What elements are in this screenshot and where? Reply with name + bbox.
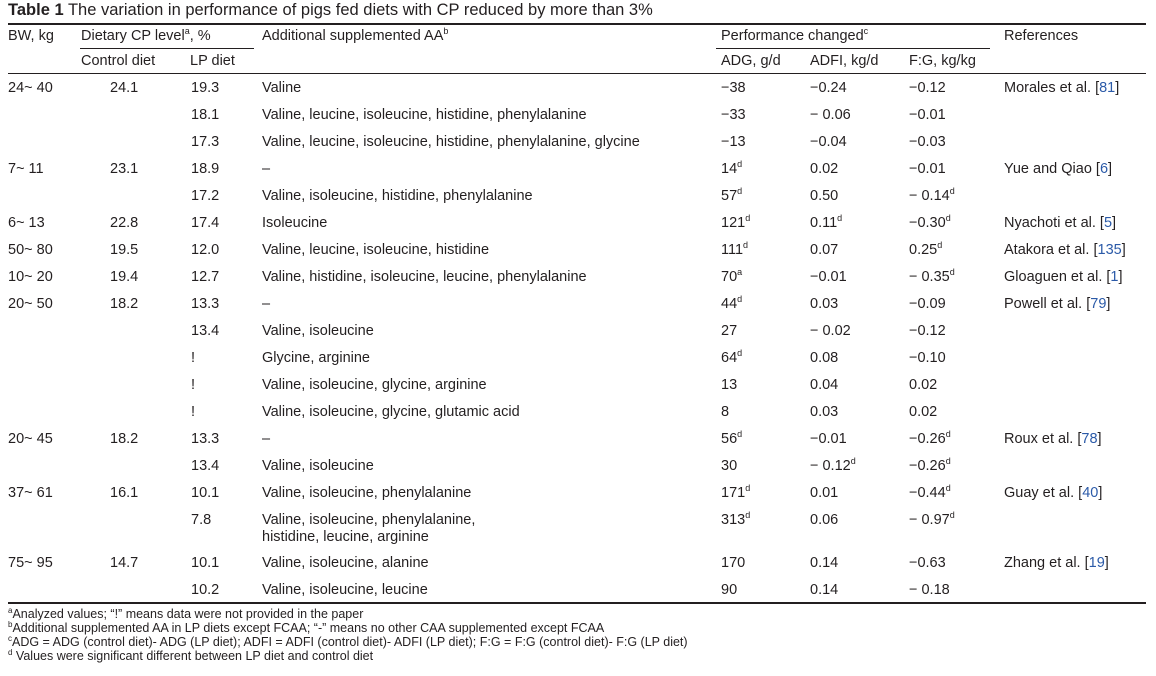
reference-link[interactable]: 5 bbox=[1103, 215, 1113, 231]
cell-fg: 0.02 bbox=[909, 377, 938, 393]
cell-lp-diet: 12.0 bbox=[191, 242, 220, 258]
cell-bw: 6~ 13 bbox=[8, 215, 45, 231]
cell-adg: 56$^d$ bbox=[721, 429, 743, 447]
cell-supplemented-aa: Valine, isoleucine, phenylalanine, bbox=[262, 512, 476, 528]
cell-reference: Yue and Qiao [6] bbox=[1004, 161, 1113, 177]
cell-adfi: 0.08 bbox=[810, 350, 839, 366]
cell-lp-diet: 13.3 bbox=[191, 431, 220, 447]
cell-fg: −0.30$^d$ bbox=[909, 213, 951, 231]
cell-lp-diet: 10.2 bbox=[191, 582, 220, 598]
cell-fg: −0.09 bbox=[909, 296, 946, 312]
cell-fg: −0.01 bbox=[909, 161, 946, 177]
cell-bw: 10~ 20 bbox=[8, 269, 53, 285]
cell-lp-diet: 10.1 bbox=[191, 555, 220, 571]
bottom-rule bbox=[8, 602, 1146, 604]
header-control-diet: Control diet bbox=[81, 53, 156, 69]
cell-adg: 90 bbox=[721, 582, 738, 598]
cell-fg: −0.63 bbox=[909, 555, 946, 571]
cell-adfi: 0.14 bbox=[810, 555, 839, 571]
cell-adg: −33 bbox=[721, 107, 746, 123]
cell-reference: Zhang et al. [19] bbox=[1004, 555, 1109, 571]
cell-supplemented-aa: Valine, isoleucine, histidine, phenylalanine bbox=[262, 188, 533, 204]
footnote: $^a$Analyzed values; “!” means data were not provided in the paper bbox=[8, 606, 364, 621]
top-rule bbox=[8, 23, 1146, 25]
cell-adg: 13 bbox=[721, 377, 738, 393]
cell-supplemented-aa: Valine, isoleucine, phenylalanine bbox=[262, 485, 472, 501]
header-adg: ADG, g/d bbox=[721, 53, 781, 69]
cell-adg: 171$^d$ bbox=[721, 483, 751, 501]
cell-fg: 0.02 bbox=[909, 404, 938, 420]
header-cp-level: Dietary CP level$^a$, % bbox=[81, 26, 211, 44]
cell-reference: Morales et al. [81] bbox=[1004, 80, 1120, 96]
header-adfi: ADFI, kg/d bbox=[810, 53, 879, 69]
table-label: Table 1 bbox=[8, 1, 64, 19]
cell-fg: − 0.18 bbox=[909, 582, 950, 598]
cell-supplemented-aa: histidine, leucine, arginine bbox=[262, 529, 429, 545]
cell-lp-diet: 18.9 bbox=[191, 161, 220, 177]
cell-adg: −13 bbox=[721, 134, 746, 150]
cell-supplemented-aa: Valine, isoleucine, alanine bbox=[262, 555, 429, 571]
cell-adfi: 0.14 bbox=[810, 582, 839, 598]
cell-supplemented-aa: – bbox=[262, 161, 271, 177]
cell-supplemented-aa: Valine bbox=[262, 80, 302, 96]
cell-adfi: −0.01 bbox=[810, 431, 847, 447]
cell-control-diet: 24.1 bbox=[110, 80, 139, 96]
cell-supplemented-aa: Valine, isoleucine, leucine bbox=[262, 582, 428, 598]
cell-supplemented-aa: Valine, leucine, isoleucine, histidine bbox=[262, 242, 490, 258]
cell-supplemented-aa: Glycine, arginine bbox=[262, 350, 370, 366]
cell-fg: −0.03 bbox=[909, 134, 946, 150]
cell-adfi: 0.02 bbox=[810, 161, 839, 177]
cell-lp-diet: 17.3 bbox=[191, 134, 220, 150]
cell-fg: − 0.35$^d$ bbox=[909, 267, 955, 285]
cell-supplemented-aa: Valine, leucine, isoleucine, histidine, phenylalanine bbox=[262, 107, 587, 123]
cell-supplemented-aa: Valine, histidine, isoleucine, leucine, phenylalanine bbox=[262, 269, 587, 285]
reference-link[interactable]: 40 bbox=[1082, 485, 1099, 501]
cell-adg: 64$^d$ bbox=[721, 348, 743, 366]
cell-bw: 20~ 45 bbox=[8, 431, 53, 447]
cell-adfi: −0.01 bbox=[810, 269, 847, 285]
cell-adg: 70$^a$ bbox=[721, 267, 743, 285]
cell-adfi: 0.07 bbox=[810, 242, 839, 258]
cell-lp-diet: ! bbox=[191, 350, 196, 366]
cell-adfi: 0.06 bbox=[810, 512, 839, 528]
cell-control-diet: 19.5 bbox=[110, 242, 139, 258]
cell-adg: 44$^d$ bbox=[721, 294, 743, 312]
cell-lp-diet: 17.4 bbox=[191, 215, 220, 231]
cell-reference: Nyachoti et al. [5] bbox=[1004, 215, 1117, 231]
cell-supplemented-aa: Valine, isoleucine bbox=[262, 458, 374, 474]
cell-reference: Powell et al. [79] bbox=[1004, 296, 1111, 312]
cell-fg: −0.01 bbox=[909, 107, 946, 123]
cell-control-diet: 23.1 bbox=[110, 161, 139, 177]
cell-bw: 24~ 40 bbox=[8, 80, 53, 96]
cell-adg: 57$^d$ bbox=[721, 186, 743, 204]
reference-link[interactable]: 1 bbox=[1110, 269, 1119, 285]
cell-bw: 75~ 95 bbox=[8, 555, 53, 571]
cell-fg: − 0.97$^d$ bbox=[909, 510, 955, 528]
header-bw: BW, kg bbox=[8, 28, 54, 44]
cell-bw: 20~ 50 bbox=[8, 296, 53, 312]
cell-adfi: −0.24 bbox=[810, 80, 847, 96]
cell-adg: 27 bbox=[721, 323, 738, 339]
cell-adg: 121$^d$ bbox=[721, 213, 751, 231]
footnote: $^c$ADG = ADG (control diet)- ADG (LP diet); ADFI = ADFI (control diet)- ADFI (LP diet); F:G = F:G (control diet)- F:G (LP diet) bbox=[8, 634, 688, 649]
footnote: $^b$Additional supplemented AA in LP diets except FCAA; “-” means no other CAA supplemented except FCAA bbox=[8, 620, 605, 635]
cell-fg: −0.44$^d$ bbox=[909, 483, 951, 501]
cell-fg: −0.10 bbox=[909, 350, 946, 366]
cell-adfi: − 0.12$^d$ bbox=[810, 456, 856, 474]
cell-supplemented-aa: Isoleucine bbox=[262, 215, 328, 231]
cell-control-diet: 18.2 bbox=[110, 431, 139, 447]
cell-control-diet: 19.4 bbox=[110, 269, 139, 285]
cell-reference: Roux et al. [78] bbox=[1004, 431, 1102, 447]
cell-fg: − 0.14$^d$ bbox=[909, 186, 955, 204]
cell-control-diet: 22.8 bbox=[110, 215, 139, 231]
cell-fg: 0.25$^d$ bbox=[909, 240, 943, 258]
cell-fg: −0.12 bbox=[909, 323, 946, 339]
cell-control-diet: 14.7 bbox=[110, 555, 139, 571]
cell-supplemented-aa: Valine, leucine, isoleucine, histidine, phenylalanine, glycine bbox=[262, 134, 640, 150]
cell-adfi: 0.50 bbox=[810, 188, 839, 204]
reference-link[interactable]: 19 bbox=[1088, 555, 1105, 571]
cell-fg: −0.12 bbox=[909, 80, 946, 96]
footnote: $^d$ Values were significant different between LP diet and control diet bbox=[8, 648, 374, 663]
cell-lp-diet: 13.4 bbox=[191, 458, 220, 474]
cell-lp-diet: 13.3 bbox=[191, 296, 220, 312]
cell-adfi: 0.04 bbox=[810, 377, 839, 393]
group-underline-perf bbox=[716, 48, 990, 49]
cell-adfi: − 0.06 bbox=[810, 107, 851, 123]
cell-reference: Atakora et al. [135] bbox=[1004, 242, 1126, 258]
cell-lp-diet: 12.7 bbox=[191, 269, 220, 285]
cell-supplemented-aa: Valine, isoleucine, glycine, glutamic acid bbox=[262, 404, 520, 420]
cell-supplemented-aa: Valine, isoleucine bbox=[262, 323, 374, 339]
cell-supplemented-aa: – bbox=[262, 296, 271, 312]
cell-fg: −0.26$^d$ bbox=[909, 456, 951, 474]
cell-lp-diet: 10.1 bbox=[191, 485, 220, 501]
cell-adfi: 0.01 bbox=[810, 485, 839, 501]
cell-adg: 170 bbox=[721, 555, 746, 571]
header-lp-diet: LP diet bbox=[190, 53, 235, 69]
cell-adfi: 0.03 bbox=[810, 296, 839, 312]
cell-adg: 111$^d$ bbox=[721, 240, 749, 258]
reference-link[interactable]: 79 bbox=[1090, 296, 1107, 312]
header-fg: F:G, kg/kg bbox=[909, 53, 976, 69]
cell-bw: 50~ 80 bbox=[8, 242, 53, 258]
cell-fg: −0.26$^d$ bbox=[909, 429, 951, 447]
cell-reference: Gloaguen et al. [1] bbox=[1004, 269, 1123, 285]
cell-adg: 30 bbox=[721, 458, 738, 474]
cell-adg: 14$^d$ bbox=[721, 159, 743, 177]
cell-adfi: 0.03 bbox=[810, 404, 839, 420]
reference-link[interactable]: 81 bbox=[1099, 80, 1116, 96]
cell-bw: 7~ 11 bbox=[8, 161, 44, 177]
cell-adfi: −0.04 bbox=[810, 134, 847, 150]
reference-link[interactable]: 135 bbox=[1097, 242, 1122, 258]
cell-supplemented-aa: Valine, isoleucine, glycine, arginine bbox=[262, 377, 487, 393]
cell-adfi: 0.11$^d$ bbox=[810, 213, 843, 231]
table-caption bbox=[8, 1, 653, 20]
header-rule bbox=[8, 73, 1146, 74]
cell-lp-diet: 7.8 bbox=[191, 512, 212, 528]
cell-lp-diet: 13.4 bbox=[191, 323, 220, 339]
table-title: The variation in performance of pigs fed diets with CP reduced by more than 3% bbox=[67, 1, 653, 19]
cell-supplemented-aa: – bbox=[262, 431, 271, 447]
header-performance: Performance changed$^c$ bbox=[721, 26, 869, 44]
reference-link[interactable]: 78 bbox=[1081, 431, 1098, 447]
cell-adg: −38 bbox=[721, 80, 746, 96]
cell-lp-diet: ! bbox=[191, 404, 196, 420]
cell-control-diet: 16.1 bbox=[110, 485, 139, 501]
cell-lp-diet: ! bbox=[191, 377, 196, 393]
cell-lp-diet: 18.1 bbox=[191, 107, 220, 123]
cell-bw: 37~ 61 bbox=[8, 485, 53, 501]
cell-adfi: − 0.02 bbox=[810, 323, 851, 339]
cell-adg: 313$^d$ bbox=[721, 510, 751, 528]
cell-control-diet: 18.2 bbox=[110, 296, 139, 312]
header-supplemented-aa: Additional supplemented $AA^b$ bbox=[262, 26, 449, 44]
header-references: References bbox=[1004, 28, 1079, 44]
cell-lp-diet: 19.3 bbox=[191, 80, 220, 96]
cell-lp-diet: 17.2 bbox=[191, 188, 220, 204]
cell-reference: Guay et al. [40] bbox=[1004, 485, 1103, 501]
reference-link[interactable]: 6 bbox=[1099, 161, 1109, 177]
cell-adg: 8 bbox=[721, 404, 730, 420]
group-underline-cp bbox=[80, 48, 254, 49]
